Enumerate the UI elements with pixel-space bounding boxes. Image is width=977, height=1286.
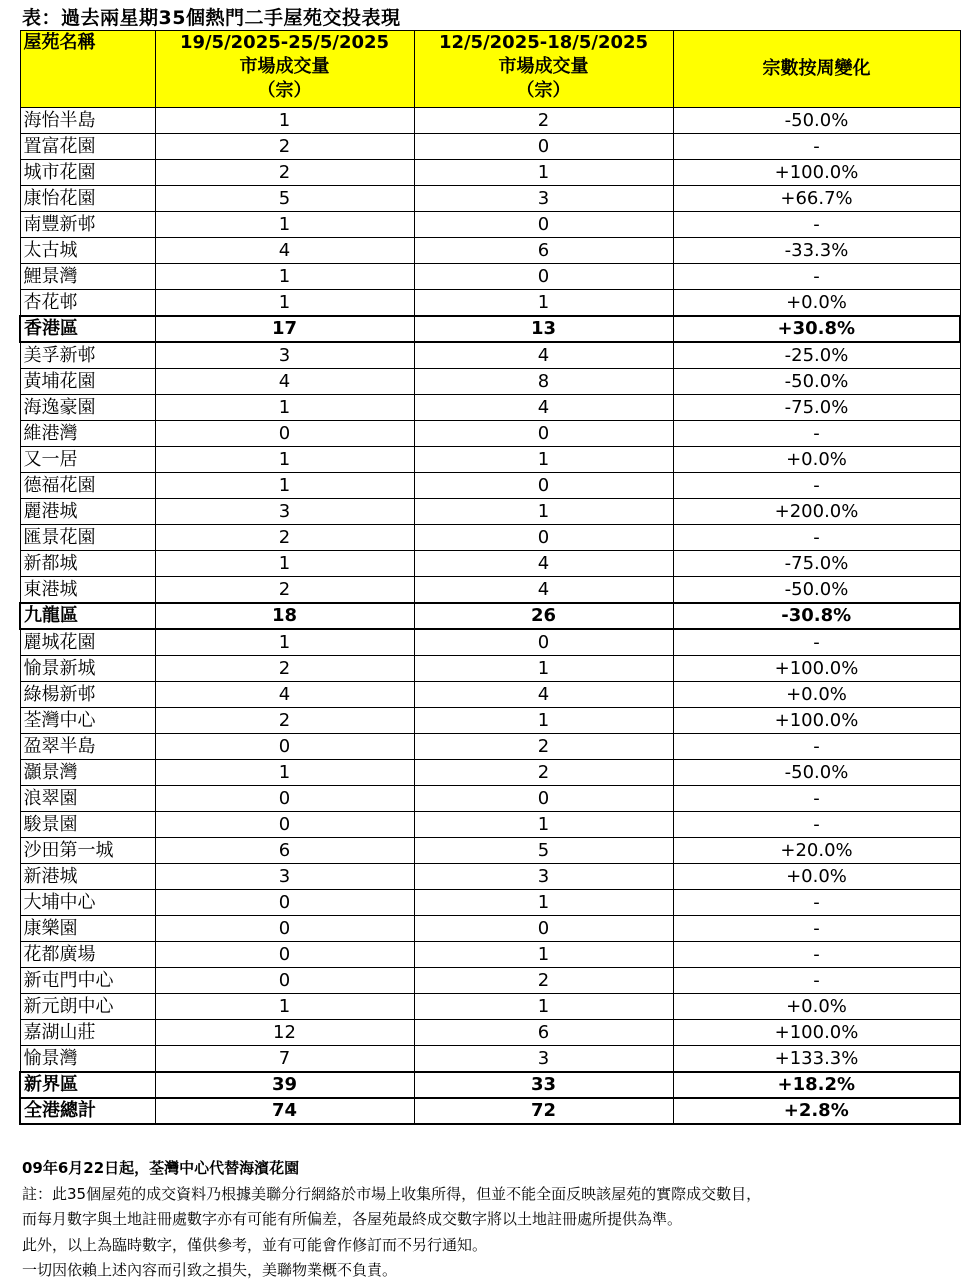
subtotal-row	[20, 603, 960, 629]
weekly-change-cell: +100.0%	[673, 656, 960, 682]
table-row	[20, 186, 960, 212]
period1-volume-cell: 39	[155, 1072, 414, 1098]
period2-volume-cell: 1	[414, 160, 673, 186]
period1-volume-cell: 4	[155, 369, 414, 395]
table-row	[20, 212, 960, 238]
table-row	[20, 447, 960, 473]
table-row	[20, 812, 960, 838]
weekly-change-cell: +100.0%	[673, 708, 960, 734]
table-row	[20, 238, 960, 264]
period2-volume-cell: 1	[414, 942, 673, 968]
weekly-change-cell: -	[673, 890, 960, 916]
period1-volume-cell: 2	[155, 656, 414, 682]
weekly-change-cell: +20.0%	[673, 838, 960, 864]
subtotal-row	[20, 316, 960, 342]
weekly-change-cell: -	[673, 212, 960, 238]
estate-name-cell: 維港灣	[20, 421, 155, 447]
header-period1	[155, 31, 414, 108]
footnote-line: 一切因依賴上述內容而引致之損失，美聯物業概不負責。	[22, 1261, 398, 1279]
period1-volume-cell: 2	[155, 160, 414, 186]
period1-volume-cell: 74	[155, 1098, 414, 1124]
period1-volume-cell: 0	[155, 916, 414, 942]
estate-name-cell: 浪翠園	[20, 786, 155, 812]
period1-volume-cell: 2	[155, 577, 414, 604]
period1-volume-cell: 1	[155, 760, 414, 786]
weekly-change-cell: -50.0%	[673, 108, 960, 134]
period2-volume-cell: 6	[414, 1020, 673, 1046]
period1-volume-cell: 1	[155, 447, 414, 473]
period1-volume-cell: 1	[155, 212, 414, 238]
period2-volume-cell: 2	[414, 760, 673, 786]
period2-volume-cell: 4	[414, 342, 673, 369]
period1-volume-cell: 2	[155, 134, 414, 160]
period1-volume-cell: 18	[155, 603, 414, 629]
table-row	[20, 525, 960, 551]
weekly-change-cell: -	[673, 786, 960, 812]
table-row	[20, 551, 960, 577]
table-row	[20, 264, 960, 290]
period2-volume-cell: 1	[414, 499, 673, 525]
estate-name-cell: 又一居	[20, 447, 155, 473]
period1-volume-cell: 1	[155, 629, 414, 656]
estate-name-cell: 全港總計	[20, 1098, 155, 1124]
table-row	[20, 108, 960, 134]
period2-volume-cell: 1	[414, 656, 673, 682]
header-period2-dates: 12/5/2025-18/5/2025	[438, 32, 649, 53]
header-period2	[414, 31, 673, 108]
estate-name-cell: 東港城	[20, 577, 155, 604]
weekly-change-cell: +0.0%	[673, 682, 960, 708]
period2-volume-cell: 4	[414, 577, 673, 604]
estate-name-cell: 康怡花園	[20, 186, 155, 212]
table-row	[20, 1046, 960, 1073]
estate-name-cell: 新屯門中心	[20, 968, 155, 994]
period2-volume-cell: 0	[414, 134, 673, 160]
estate-name-cell: 盈翠半島	[20, 734, 155, 760]
table-row	[20, 656, 960, 682]
estate-name-cell: 康樂園	[20, 916, 155, 942]
estate-name-cell: 花都廣場	[20, 942, 155, 968]
period2-volume-cell: 1	[414, 447, 673, 473]
period1-volume-cell: 4	[155, 238, 414, 264]
estate-name-cell: 新界區	[20, 1072, 155, 1098]
estate-name-cell: 鯉景灣	[20, 264, 155, 290]
estate-name-cell: 愉景灣	[20, 1046, 155, 1073]
footnote-line: 註：此35個屋苑的成交資料乃根據美聯分行網絡於市場上收集所得，但並不能全面反映該屋苑的實際成交數目，	[22, 1184, 762, 1203]
weekly-change-cell: -50.0%	[673, 369, 960, 395]
table-row	[20, 968, 960, 994]
weekly-change-cell: -75.0%	[673, 395, 960, 421]
estate-name-cell: 麗城花園	[20, 629, 155, 656]
estate-name-cell: 大埔中心	[20, 890, 155, 916]
estate-name-cell: 置富花園	[20, 134, 155, 160]
estate-name-cell: 灝景灣	[20, 760, 155, 786]
period1-volume-cell: 5	[155, 186, 414, 212]
weekly-change-cell: -	[673, 629, 960, 656]
period2-volume-cell: 0	[414, 629, 673, 656]
transaction-table	[19, 30, 961, 1125]
estate-name-cell: 新港城	[20, 864, 155, 890]
estate-name-cell: 駿景園	[20, 812, 155, 838]
period2-volume-cell: 1	[414, 994, 673, 1020]
estate-name-cell: 香港區	[20, 316, 155, 342]
period1-volume-cell: 1	[155, 290, 414, 317]
table-row	[20, 890, 960, 916]
period2-volume-cell: 13	[414, 316, 673, 342]
estate-name-cell: 美孚新邨	[20, 342, 155, 369]
estate-name-cell: 城市花園	[20, 160, 155, 186]
period1-volume-cell: 1	[155, 395, 414, 421]
weekly-change-cell: +0.0%	[673, 447, 960, 473]
period1-volume-cell: 2	[155, 525, 414, 551]
estate-name-cell: 愉景新城	[20, 656, 155, 682]
table-title: 表：過去兩星期35個熱門二手屋苑交投表現	[22, 7, 401, 29]
header-period1-label: 市場成交量	[239, 56, 330, 77]
period2-volume-cell: 0	[414, 421, 673, 447]
period2-volume-cell: 5	[414, 838, 673, 864]
table-row	[20, 838, 960, 864]
period1-volume-cell: 12	[155, 1020, 414, 1046]
period1-volume-cell: 0	[155, 812, 414, 838]
table-row	[20, 134, 960, 160]
table-row	[20, 342, 960, 369]
period2-volume-cell: 3	[414, 864, 673, 890]
table-row	[20, 786, 960, 812]
period1-volume-cell: 0	[155, 734, 414, 760]
weekly-change-cell: -	[673, 968, 960, 994]
period2-volume-cell: 0	[414, 212, 673, 238]
weekly-change-cell: -50.0%	[673, 577, 960, 604]
table-row	[20, 290, 960, 317]
estate-name-cell: 南豐新邨	[20, 212, 155, 238]
period2-volume-cell: 4	[414, 551, 673, 577]
weekly-change-cell: -75.0%	[673, 551, 960, 577]
period2-volume-cell: 0	[414, 264, 673, 290]
weekly-change-cell: +30.8%	[673, 316, 960, 342]
period2-volume-cell: 6	[414, 238, 673, 264]
period2-volume-cell: 3	[414, 1046, 673, 1073]
period1-volume-cell: 6	[155, 838, 414, 864]
table-row	[20, 760, 960, 786]
header-estate-name: 屋苑名稱	[20, 31, 155, 108]
weekly-change-cell: +2.8%	[673, 1098, 960, 1124]
header-period1-unit: （宗）	[257, 80, 312, 101]
table-row	[20, 734, 960, 760]
period2-volume-cell: 2	[414, 734, 673, 760]
table-row	[20, 994, 960, 1020]
weekly-change-cell: -	[673, 942, 960, 968]
estate-name-cell: 新都城	[20, 551, 155, 577]
period2-volume-cell: 1	[414, 290, 673, 317]
estate-name-cell: 黃埔花園	[20, 369, 155, 395]
period2-volume-cell: 2	[414, 108, 673, 134]
estate-name-cell: 匯景花園	[20, 525, 155, 551]
period2-volume-cell: 72	[414, 1098, 673, 1124]
weekly-change-cell: -	[673, 525, 960, 551]
period1-volume-cell: 1	[155, 994, 414, 1020]
weekly-change-cell: -	[673, 421, 960, 447]
period2-volume-cell: 8	[414, 369, 673, 395]
estate-name-cell: 杏花邨	[20, 290, 155, 317]
period1-volume-cell: 1	[155, 264, 414, 290]
header-period2-unit: （宗）	[516, 80, 571, 101]
table-row	[20, 942, 960, 968]
period1-volume-cell: 0	[155, 786, 414, 812]
subtotal-row	[20, 1072, 960, 1098]
period1-volume-cell: 1	[155, 551, 414, 577]
table-row	[20, 160, 960, 186]
period1-volume-cell: 17	[155, 316, 414, 342]
weekly-change-cell: +18.2%	[673, 1072, 960, 1098]
header-weekly-change: 宗數按周變化	[673, 31, 960, 108]
footnote-line: 而每月數字與土地註冊處數字亦有可能有所偏差，各屋苑最終成交數字將以土地註冊處所提供為準。	[22, 1210, 683, 1228]
weekly-change-cell: +0.0%	[673, 994, 960, 1020]
period1-volume-cell: 3	[155, 864, 414, 890]
table-body	[20, 108, 960, 1125]
period2-volume-cell: 1	[414, 708, 673, 734]
period1-volume-cell: 7	[155, 1046, 414, 1073]
table-row	[20, 682, 960, 708]
period2-volume-cell: 0	[414, 916, 673, 942]
header-row	[20, 31, 960, 108]
weekly-change-cell: +66.7%	[673, 186, 960, 212]
estate-name-cell: 綠楊新邨	[20, 682, 155, 708]
period1-volume-cell: 2	[155, 708, 414, 734]
estate-name-cell: 海逸豪園	[20, 395, 155, 421]
estate-name-cell: 德福花園	[20, 473, 155, 499]
estate-name-cell: 太古城	[20, 238, 155, 264]
weekly-change-cell: -	[673, 916, 960, 942]
weekly-change-cell: -	[673, 734, 960, 760]
period1-volume-cell: 0	[155, 968, 414, 994]
period1-volume-cell: 1	[155, 473, 414, 499]
table-row	[20, 708, 960, 734]
table-row	[20, 369, 960, 395]
estate-name-cell: 新元朗中心	[20, 994, 155, 1020]
estate-name-cell: 麗港城	[20, 499, 155, 525]
period1-volume-cell: 0	[155, 942, 414, 968]
estate-name-cell: 九龍區	[20, 603, 155, 629]
table-row	[20, 1020, 960, 1046]
estate-name-cell: 海怡半島	[20, 108, 155, 134]
weekly-change-cell: -	[673, 473, 960, 499]
period1-volume-cell: 3	[155, 499, 414, 525]
weekly-change-cell: +0.0%	[673, 864, 960, 890]
period1-volume-cell: 4	[155, 682, 414, 708]
weekly-change-cell: -50.0%	[673, 760, 960, 786]
period1-volume-cell: 1	[155, 108, 414, 134]
weekly-change-cell: +100.0%	[673, 160, 960, 186]
footnote-line: 此外，以上為臨時數字，僅供參考，並有可能會作修訂而不另行通知。	[22, 1235, 488, 1254]
weekly-change-cell: +0.0%	[673, 290, 960, 317]
weekly-change-cell: -	[673, 264, 960, 290]
estate-name-cell: 沙田第一城	[20, 838, 155, 864]
table-row	[20, 916, 960, 942]
table-row	[20, 499, 960, 525]
period2-volume-cell: 0	[414, 473, 673, 499]
table-row	[20, 629, 960, 656]
weekly-change-cell: -25.0%	[673, 342, 960, 369]
period2-volume-cell: 1	[414, 890, 673, 916]
weekly-change-cell: -	[673, 812, 960, 838]
table-row	[20, 395, 960, 421]
subtotal-row	[20, 1098, 960, 1124]
period2-volume-cell: 2	[414, 968, 673, 994]
period1-volume-cell: 0	[155, 890, 414, 916]
footnote-highlight: 09年6月22日起，荃灣中心代替海濱花園	[22, 1159, 300, 1177]
period2-volume-cell: 0	[414, 525, 673, 551]
period2-volume-cell: 3	[414, 186, 673, 212]
weekly-change-cell: -	[673, 134, 960, 160]
period2-volume-cell: 26	[414, 603, 673, 629]
period2-volume-cell: 0	[414, 786, 673, 812]
weekly-change-cell: +200.0%	[673, 499, 960, 525]
weekly-change-cell: +100.0%	[673, 1020, 960, 1046]
table-row	[20, 864, 960, 890]
period1-volume-cell: 0	[155, 421, 414, 447]
table-row	[20, 421, 960, 447]
footnotes	[22, 1156, 962, 1284]
period2-volume-cell: 4	[414, 682, 673, 708]
period1-volume-cell: 3	[155, 342, 414, 369]
weekly-change-cell: +133.3%	[673, 1046, 960, 1073]
table-row	[20, 473, 960, 499]
period2-volume-cell: 33	[414, 1072, 673, 1098]
header-period2-label: 市場成交量	[498, 56, 589, 77]
header-period1-dates: 19/5/2025-25/5/2025	[179, 32, 390, 53]
period2-volume-cell: 1	[414, 812, 673, 838]
table-row	[20, 577, 960, 604]
estate-name-cell: 荃灣中心	[20, 708, 155, 734]
period2-volume-cell: 4	[414, 395, 673, 421]
weekly-change-cell: -30.8%	[673, 603, 960, 629]
estate-name-cell: 嘉湖山莊	[20, 1020, 155, 1046]
weekly-change-cell: -33.3%	[673, 238, 960, 264]
